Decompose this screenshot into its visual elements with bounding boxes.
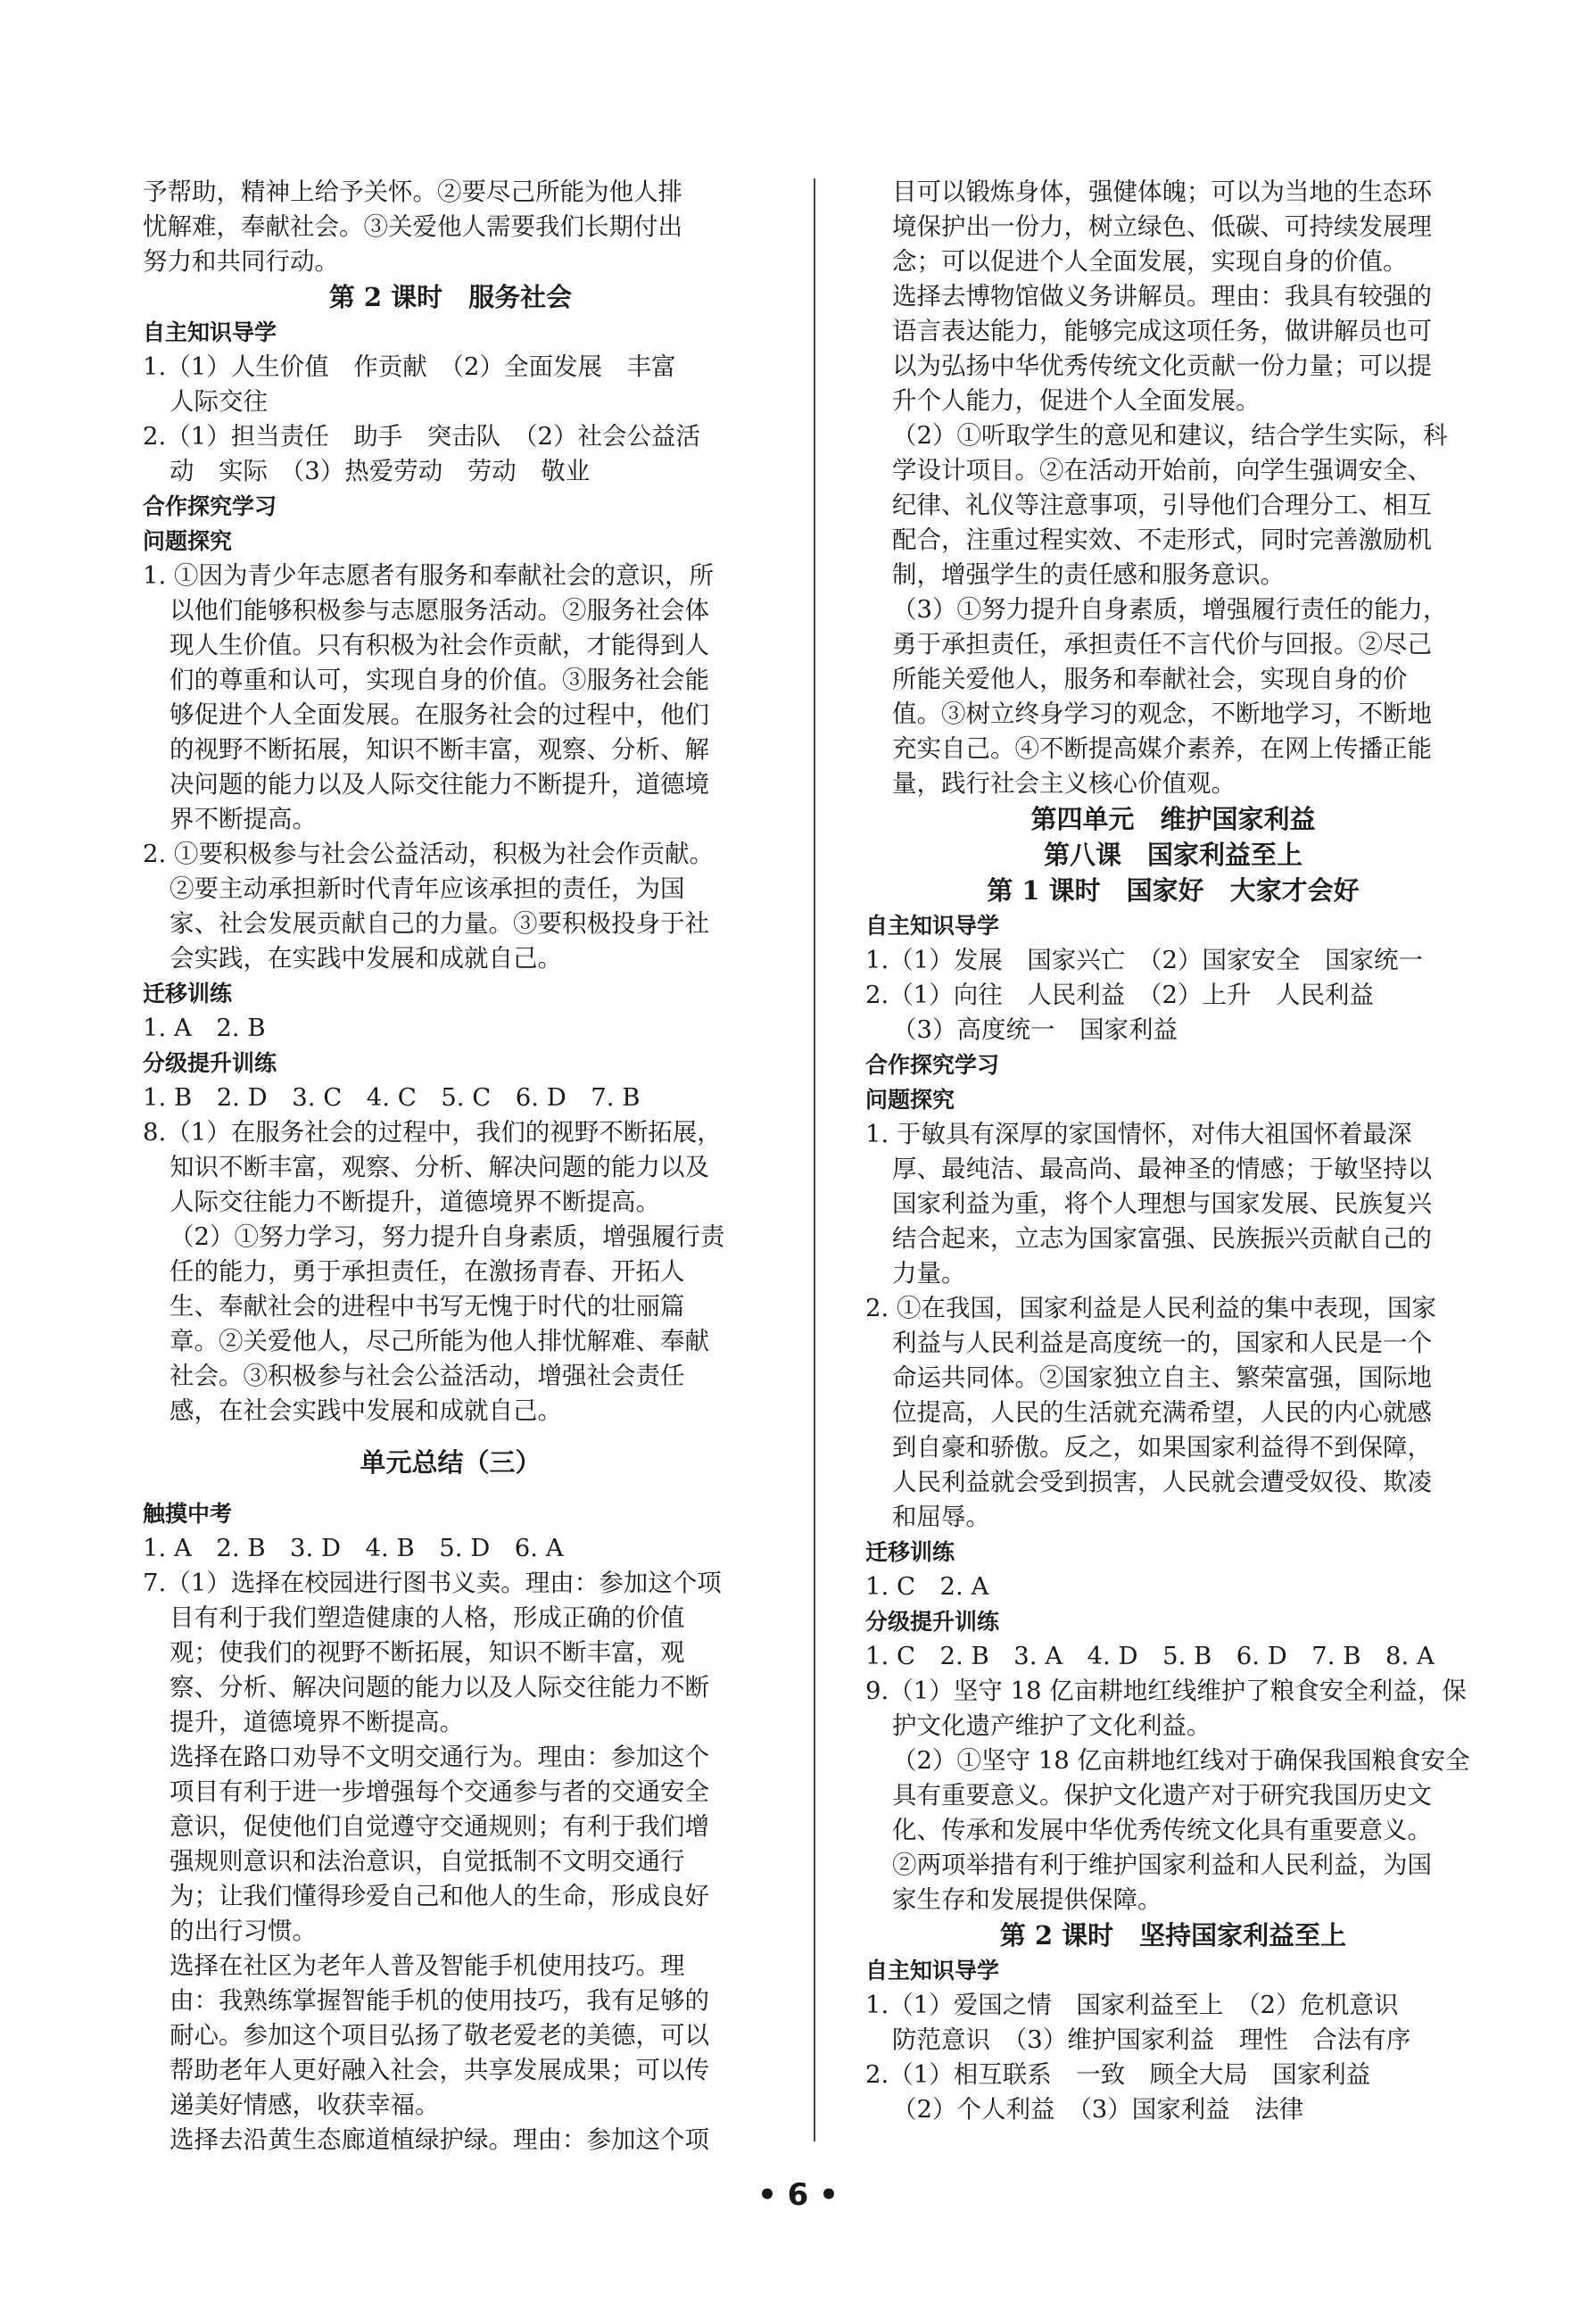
text-line: 利益与人民利益是高度统一的，国家和人民是一个 (892, 1329, 1432, 1357)
text-line: ②要主动承担新时代青年应该承担的责任，为国 (170, 874, 685, 903)
text-line: 界不断提高。 (170, 805, 317, 833)
text-line: 护文化遗产维护了文化利益。 (892, 1711, 1211, 1740)
text-line: 社会。③积极参与社会公益活动，增强社会责任 (170, 1362, 685, 1390)
text-line: 人际交往 (170, 387, 268, 416)
text-line: （3）高度统一 国家利益 (892, 1015, 1178, 1044)
left-column (143, 175, 758, 2158)
section-heading: 迁移训练 (143, 981, 233, 1006)
text-line: 化、传承和发展中华优秀传统文化具有重要意义。 (892, 1816, 1432, 1844)
text-line: 升个人能力，促进个人全面发展。 (892, 386, 1261, 415)
text-line: 配合，注重过程实效、不走形式，同时完善激励机 (892, 526, 1432, 554)
text-line: 制，增强学生的责任感和服务意识。 (892, 560, 1285, 589)
column-divider (814, 178, 815, 2141)
section-heading: 自主知识导学 (143, 319, 277, 345)
text-line: 为；让我们懂得珍爱自己和他人的生命，形成良好 (170, 1882, 709, 1910)
right-column (865, 175, 1481, 2127)
text-line: 境保护出一份力，树立绿色、低碳、可持续发展理 (892, 212, 1432, 241)
text-line: 家、社会发展贡献自己的力量。③要积极投身于社 (170, 909, 709, 938)
text-line: 由：我熟练掌握智能手机的使用技巧，我有足够的 (170, 1986, 709, 2015)
text-line: 1.（1）人生价值 作贡献 （2）全面发展 丰富 (143, 352, 676, 381)
text-line: 现人生价值。只有积极为社会作贡献，才能得到人 (170, 631, 709, 659)
text-line: 努力和共同行动。 (143, 247, 339, 276)
section-heading: 合作探究学习 (865, 1052, 1000, 1078)
text-line: 的出行习惯。 (170, 1917, 317, 1945)
text-line: （3）①努力提升自身素质，增强履行责任的能力， (892, 595, 1448, 624)
text-line: 位提高，人民的生活就充满希望，人民的内心就感 (892, 1398, 1432, 1427)
section-heading: 自主知识导学 (865, 913, 1000, 939)
text-line: 所能关爱他人，服务和奉献社会，实现自身的价 (892, 665, 1408, 693)
section-title: 第八课 国家利益至上 (1043, 840, 1302, 870)
section-title: 单元总结（三） (360, 1447, 542, 1478)
text-line: （2）个人利益 （3）国家利益 法律 (892, 2095, 1304, 2124)
text-line: 予帮助，精神上给予关怀。②要尽己所能为他人排 (143, 178, 682, 206)
text-line: 念；可以促进个人全面发展，实现自身的价值。 (892, 247, 1408, 276)
text-line: 量，践行社会主义核心价值观。 (892, 769, 1236, 798)
text-line: 项目有利于进一步增强每个交通参与者的交通安全 (170, 1777, 709, 1806)
text-line: 1. C 2. A (865, 1572, 989, 1601)
text-line: 2. ①在我国，国家利益是人民利益的集中表现，国家 (865, 1294, 1436, 1322)
text-line: 忧解难，奉献社会。③关爱他人需要我们长期付出 (143, 212, 682, 241)
text-line: 2.（1）向往 人民利益 （2）上升 人民利益 (865, 981, 1374, 1009)
text-line: 帮助老年人更好融入社会，共享发展成果；可以传 (170, 2056, 709, 2084)
text-line: 充实自己。④不断提高媒介素养，在网上传播正能 (892, 734, 1432, 763)
text-line: 9.（1）坚守 18 亿亩耕地红线维护了粮食安全利益，保 (865, 1677, 1467, 1705)
section-title: 第 1 课时 国家好 大家才会好 (987, 875, 1360, 906)
text-line: 任的能力，勇于承担责任，在激扬青春、开拓人 (170, 1257, 685, 1286)
text-line: 值。③树立终身学习的观念，不断地学习，不断地 (892, 700, 1432, 728)
text-line: 提升，道德境界不断提高。 (170, 1708, 464, 1736)
text-line: 以他们能够积极参与志愿服务活动。②服务社会体 (170, 596, 709, 625)
text-line: 递美好情感，收获幸福。 (170, 2091, 440, 2119)
text-line: （2）①坚守 18 亿亩耕地红线对于确保我国粮食安全 (892, 1746, 1470, 1775)
text-line: 目可以锻炼身体，强健体魄；可以为当地的生态环 (892, 178, 1432, 206)
section-heading: 迁移训练 (865, 1539, 955, 1565)
section-title: 第四单元 维护国家利益 (1030, 804, 1316, 834)
text-line: 感，在社会实践中发展和成就自己。 (170, 1396, 562, 1425)
text-line: 7.（1）选择在校园进行图书义卖。理由：参加这个项 (143, 1569, 722, 1597)
text-line: 观；使我们的视野不断拓展，知识不断丰富，观 (170, 1638, 685, 1667)
text-line: 1. 于敏具有深厚的家国情怀，对伟大祖国怀着最深 (865, 1120, 1412, 1148)
text-line: 1.（1）发展 国家兴亡 （2）国家安全 国家统一 (865, 946, 1423, 974)
section-heading: 问题探究 (865, 1087, 955, 1113)
text-line: 1. B 2. D 3. C 4. C 5. C 6. D 7. B (143, 1083, 641, 1112)
text-line: 们的尊重和认可，实现自身的价值。③服务社会能 (170, 666, 709, 694)
text-line: 察、分析、解决问题的能力以及人际交往能力不断 (170, 1673, 709, 1702)
text-line: 1. C 2. B 3. A 4. D 5. B 6. D 7. B 8. A (865, 1642, 1435, 1670)
section-heading: 问题探究 (143, 528, 233, 554)
text-line: 的视野不断拓展，知识不断丰富，观察、分析、解 (170, 735, 709, 764)
text-line: 1. A 2. B 3. D 4. B 5. D 6. A (143, 1534, 564, 1562)
text-line: 1. A 2. B (143, 1014, 266, 1042)
text-line: 具有重要意义。保护文化遗产对于研究我国历史文 (892, 1781, 1432, 1810)
text-line: 够促进个人全面发展。在服务社会的过程中，他们 (170, 700, 709, 729)
text-line: 1.（1）爱国之情 国家利益至上 （2）危机意识 (865, 1991, 1399, 2019)
text-line: 国家利益为重，将个人理想与国家发展、民族复兴 (892, 1189, 1432, 1218)
text-line: 耐心。参加这个项目弘扬了敬老爱老的美德，可以 (170, 2021, 709, 2050)
section-heading: 自主知识导学 (865, 1958, 1000, 1984)
section-heading: 分级提升训练 (143, 1050, 277, 1076)
spacer (143, 1429, 758, 1445)
text-line: 选择去博物馆做义务讲解员。理由：我具有较强的 (892, 282, 1432, 311)
text-line: 目有利于我们塑造健康的人格，形成正确的价值 (170, 1603, 685, 1632)
text-line: 章。②关爱他人，尽己所能为他人排忧解难、奉献 (170, 1327, 709, 1355)
text-line: 学设计项目。②在活动开始前，向学生强调安全、 (892, 456, 1432, 485)
text-line: 选择在路口劝导不文明交通行为。理由：参加这个 (170, 1743, 709, 1771)
text-line: 意识，促使他们自觉遵守交通规则；有利于我们增 (170, 1812, 709, 1841)
text-line: 命运共同体。②国家独立自主、繁荣富强，国际地 (892, 1363, 1432, 1392)
text-line: 到自豪和骄傲。反之，如果国家利益得不到保障， (892, 1433, 1432, 1462)
text-line: 决问题的能力以及人际交往能力不断提升，道德境 (170, 770, 709, 799)
text-line: 强规则意识和法治意识，自觉抵制不文明交通行 (170, 1847, 685, 1876)
text-line: 生、奉献社会的进程中书写无愧于时代的壮丽篇 (170, 1292, 685, 1321)
section-title: 第 2 课时 坚持国家利益至上 (999, 1920, 1347, 1951)
text-line: （2）①听取学生的意见和建议，结合学生实际，科 (892, 421, 1448, 450)
section-heading: 触摸中考 (143, 1501, 233, 1527)
text-line: 1. ①因为青少年志愿者有服务和奉献社会的意识，所 (143, 561, 714, 590)
text-line: 会实践，在实践中发展和成就自己。 (170, 944, 562, 973)
text-line: 人民利益就会受到损害，人民就会遭受奴役、欺凌 (892, 1468, 1432, 1496)
text-line: 厚、最纯洁、最高尚、最神圣的情感；于敏坚持以 (892, 1155, 1432, 1183)
text-line: 家生存和发展提供保障。 (892, 1885, 1162, 1914)
text-line: 2.（1）相互联系 一致 顾全大局 国家利益 (865, 2060, 1371, 2089)
text-line: 8.（1）在服务社会的过程中，我们的视野不断拓展， (143, 1118, 722, 1147)
text-line: 纪律、礼仪等注意事项，引导他们合理分工、相互 (892, 491, 1432, 519)
text-line: 结合起来，立志为国家富强、民族振兴贡献自己的 (892, 1224, 1432, 1253)
page-number: • 6 • (757, 2177, 839, 2213)
text-line: 防范意识 （3）维护国家利益 理性 合法有序 (892, 2025, 1411, 2054)
text-line: 选择去沿黄生态廊道植绿护绿。理由：参加这个项 (170, 2125, 709, 2154)
text-line: 勇于承担责任，承担责任不言代价与回报。②尽己 (892, 630, 1432, 659)
text-line: ②两项举措有利于维护国家利益和人民利益，为国 (892, 1851, 1432, 1879)
text-line: （2）①努力学习，努力提升自身素质，增强履行责 (170, 1222, 725, 1251)
text-line: 人际交往能力不断提升，道德境界不断提高。 (170, 1188, 660, 1216)
text-line: 选择在社区为老年人普及智能手机使用技巧。理 (170, 1951, 685, 1980)
text-line: 力量。 (892, 1259, 966, 1288)
text-line: 和屈辱。 (892, 1503, 990, 1531)
text-line: 动 实际 （3）热爱劳动 劳动 敬业 (170, 457, 591, 485)
text-line: 2. ①要积极参与社会公益活动，积极为社会作贡献。 (143, 840, 714, 868)
text-line: 语言表达能力，能够完成这项任务，做讲解员也可 (892, 317, 1432, 345)
section-heading: 合作探究学习 (143, 493, 277, 519)
section-title: 第 2 课时 服务社会 (328, 282, 573, 312)
spacer (143, 1480, 758, 1496)
text-line: 2.（1）担当责任 助手 突击队 （2）社会公益活 (143, 422, 700, 451)
section-heading: 分级提升训练 (865, 1609, 1000, 1635)
text-line: 知识不断丰富，观察、分析、解决问题的能力以及 (170, 1153, 709, 1181)
text-line: 以为弘扬中华优秀传统文化贡献一份力量；可以提 (892, 352, 1432, 380)
